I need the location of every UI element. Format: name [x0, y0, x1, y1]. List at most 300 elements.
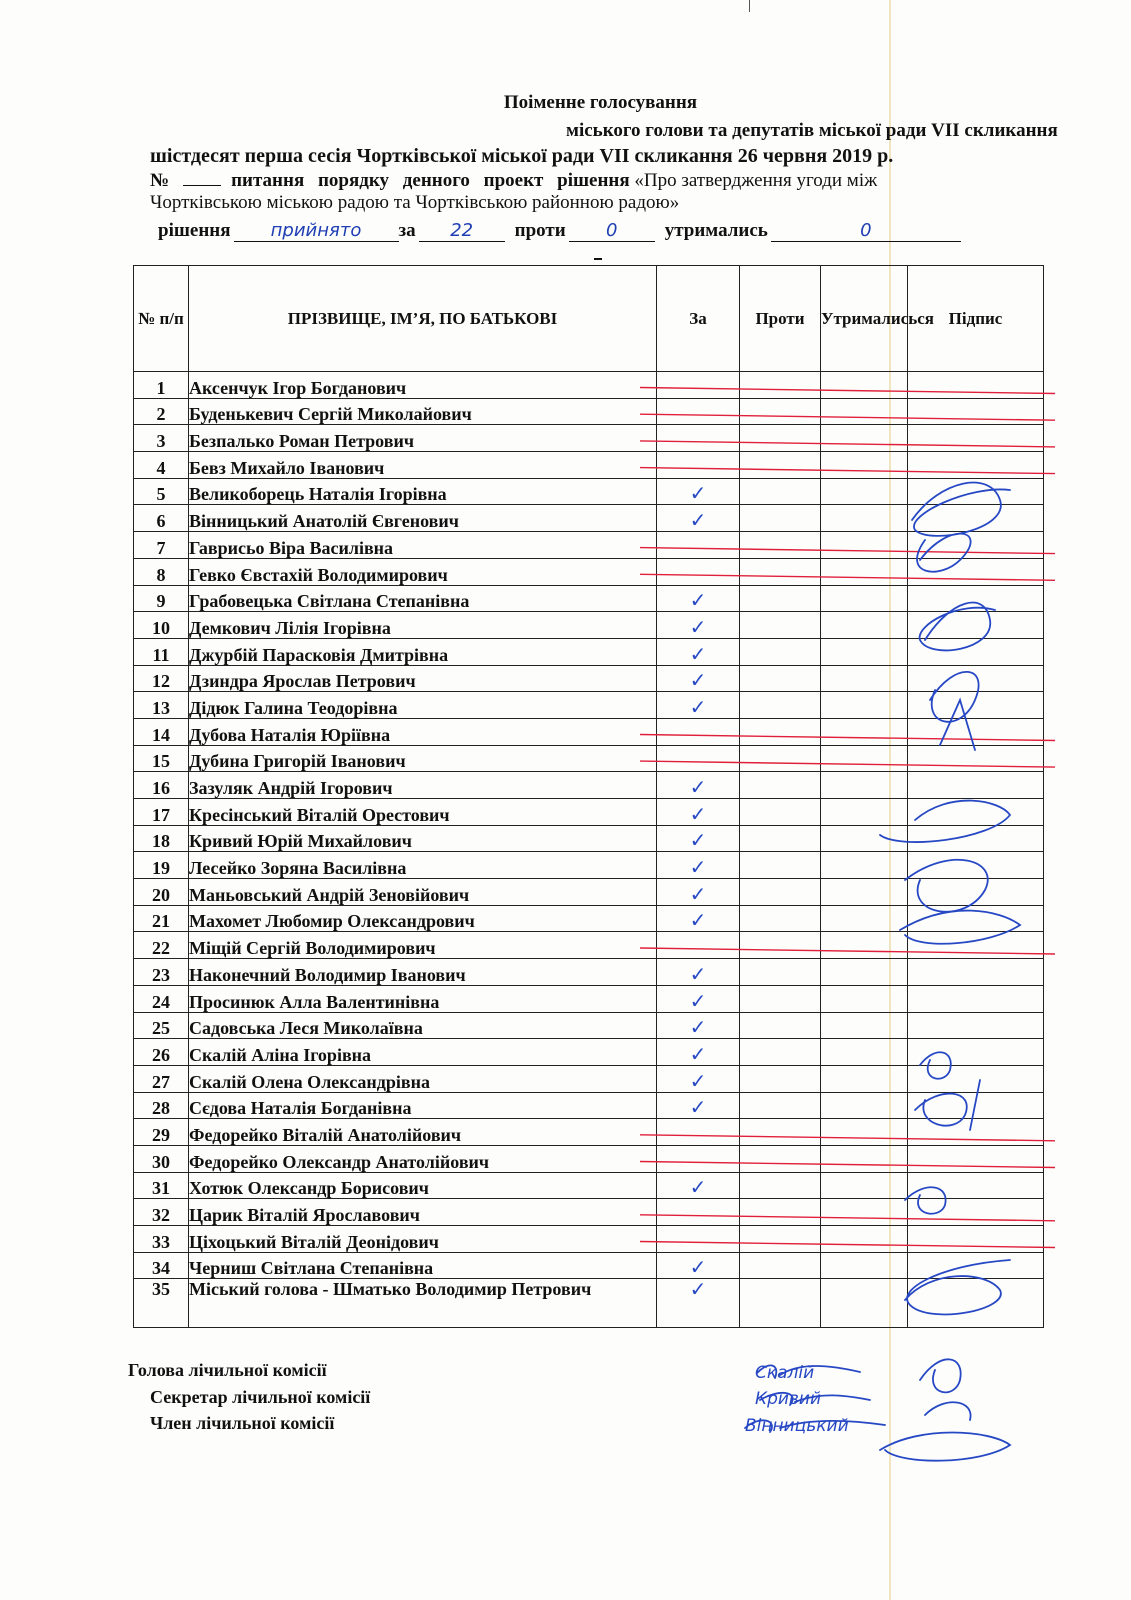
table-row — [134, 478, 1044, 505]
row-vote-for — [657, 612, 740, 639]
row-number: 6 — [134, 505, 189, 532]
row-signature — [908, 1226, 1044, 1253]
row-number: 32 — [134, 1199, 189, 1226]
table-row — [134, 905, 1044, 932]
row-name: Демкович Лілія Ігорівна — [189, 612, 657, 639]
check-mark-icon: ✓ — [689, 828, 707, 853]
row-vote-abstain — [821, 879, 908, 906]
check-mark-icon: ✓ — [689, 908, 707, 933]
check-mark-icon: ✓ — [689, 1015, 707, 1040]
row-name: Федорейко Віталій Анатолійович — [189, 1119, 657, 1146]
row-number: 13 — [134, 692, 189, 719]
row-number: 15 — [134, 745, 189, 772]
row-vote-for — [657, 398, 740, 425]
row-signature — [908, 585, 1044, 612]
row-number: 7 — [134, 532, 189, 559]
header-name: ПРІЗВИЩЕ, ІМ’Я, ПО БАТЬКОВІ — [189, 266, 657, 372]
row-vote-abstain — [821, 905, 908, 932]
row-name: Просинюк Алла Валентинівна — [189, 985, 657, 1012]
table-row — [134, 1119, 1044, 1146]
row-vote-for — [657, 1172, 740, 1199]
row-vote-for — [657, 478, 740, 505]
table-row — [134, 852, 1044, 879]
table-row — [134, 959, 1044, 986]
row-vote-abstain — [821, 772, 908, 799]
check-mark-icon: ✓ — [689, 881, 707, 906]
row-vote-for — [657, 718, 740, 745]
row-signature — [908, 372, 1044, 399]
row-number: 20 — [134, 879, 189, 906]
row-name: Безпалько Роман Петрович — [189, 425, 657, 452]
header-for: За — [657, 266, 740, 372]
against-label: проти — [514, 220, 566, 241]
row-vote-for — [657, 799, 740, 826]
row-signature — [908, 1252, 1044, 1279]
abstain-label: утримались — [664, 220, 768, 241]
row-vote-against — [740, 478, 821, 505]
row-number: 3 — [134, 425, 189, 452]
row-vote-abstain — [821, 478, 908, 505]
row-vote-against — [740, 558, 821, 585]
row-vote-for — [657, 1119, 740, 1146]
row-signature — [908, 799, 1044, 826]
row-name: Садовська Леся Миколаївна — [189, 1012, 657, 1039]
table-row — [134, 505, 1044, 532]
row-number: 16 — [134, 772, 189, 799]
header-num: № п/п — [134, 266, 189, 372]
row-name: Кривий Юрій Михайлович — [189, 825, 657, 852]
check-mark-icon: ✓ — [689, 508, 707, 533]
row-vote-abstain — [821, 1145, 908, 1172]
table-row — [134, 398, 1044, 425]
check-mark-icon: ✓ — [689, 775, 707, 799]
row-vote-abstain — [821, 1119, 908, 1146]
row-vote-against — [740, 718, 821, 745]
row-vote-against — [740, 1279, 821, 1328]
row-signature — [908, 532, 1044, 559]
row-signature — [908, 879, 1044, 906]
agenda-number-blank — [183, 185, 221, 186]
row-vote-for — [657, 745, 740, 772]
row-vote-for — [657, 1065, 740, 1092]
row-name: Міщій Сергій Володимирович — [189, 932, 657, 959]
row-signature — [908, 1092, 1044, 1119]
vote-table — [133, 265, 1044, 1328]
row-number: 22 — [134, 932, 189, 959]
row-vote-for — [657, 558, 740, 585]
table-header-row — [134, 266, 1044, 372]
row-vote-against — [740, 452, 821, 479]
row-number: 29 — [134, 1119, 189, 1146]
row-vote-against — [740, 772, 821, 799]
row-number: 24 — [134, 985, 189, 1012]
row-name: Хотюк Олександр Борисович — [189, 1172, 657, 1199]
table-row — [134, 932, 1044, 959]
table-row — [134, 985, 1044, 1012]
row-signature — [908, 959, 1044, 986]
row-vote-abstain — [821, 799, 908, 826]
row-vote-for — [657, 638, 740, 665]
document-title: Поіменне голосування — [503, 92, 698, 113]
row-vote-for — [657, 852, 740, 879]
row-signature — [908, 558, 1044, 585]
row-name: Ціхоцький Віталій Деонідович — [189, 1226, 657, 1253]
row-signature — [908, 1279, 1044, 1328]
row-signature — [908, 1172, 1044, 1199]
row-number: 33 — [134, 1226, 189, 1253]
check-mark-icon: ✓ — [689, 1041, 707, 1066]
row-name: Гаврисьо Віра Василівна — [189, 532, 657, 559]
row-vote-against — [740, 1012, 821, 1039]
row-name: Гевко Євстахій Володимирович — [189, 558, 657, 585]
row-signature — [908, 718, 1044, 745]
row-number: 10 — [134, 612, 189, 639]
check-mark-icon: ✓ — [689, 481, 707, 506]
row-vote-abstain — [821, 932, 908, 959]
table-row — [134, 745, 1044, 772]
row-signature — [908, 1119, 1044, 1146]
row-signature — [908, 932, 1044, 959]
row-number: 34 — [134, 1252, 189, 1279]
row-vote-abstain — [821, 532, 908, 559]
decision-line — [158, 220, 961, 242]
check-mark-icon: ✓ — [689, 1277, 707, 1302]
row-vote-against — [740, 372, 821, 399]
row-name: Скалій Олена Олександрівна — [189, 1065, 657, 1092]
row-name: Черниш Світлана Степанівна — [189, 1252, 657, 1279]
row-vote-against — [740, 905, 821, 932]
row-vote-abstain — [821, 718, 908, 745]
table-row — [134, 1012, 1044, 1039]
row-name: Грабовецька Світлана Степанівна — [189, 585, 657, 612]
row-vote-abstain — [821, 1092, 908, 1119]
row-vote-against — [740, 985, 821, 1012]
row-name: Дідюк Галина Теодорівна — [189, 692, 657, 719]
row-vote-against — [740, 825, 821, 852]
row-number: 14 — [134, 718, 189, 745]
row-vote-abstain — [821, 985, 908, 1012]
row-vote-for — [657, 532, 740, 559]
check-mark-icon: ✓ — [689, 614, 707, 639]
row-signature — [908, 772, 1044, 799]
table-row — [134, 1226, 1044, 1253]
row-number: 11 — [134, 638, 189, 665]
vote-table-body — [134, 372, 1044, 1328]
row-name: Маньовський Андрій Зеновійович — [189, 879, 657, 906]
row-vote-for — [657, 1279, 740, 1328]
against-value: 0 — [569, 220, 655, 242]
row-vote-for — [657, 1039, 740, 1066]
decision-label: рішення — [158, 220, 231, 241]
row-vote-against — [740, 932, 821, 959]
table-row — [134, 558, 1044, 585]
row-vote-abstain — [821, 505, 908, 532]
row-name: Федорейко Олександр Анатолійович — [189, 1145, 657, 1172]
row-vote-against — [740, 879, 821, 906]
row-vote-against — [740, 745, 821, 772]
row-vote-for — [657, 1199, 740, 1226]
table-row — [134, 1145, 1044, 1172]
session-line: шістдесят перша сесія Чортківської міської ради VII скликання 26 червня 2019 р. — [150, 145, 894, 167]
document-subtitle: міського голови та депутатів міської ради VII скликання — [566, 120, 1058, 141]
row-signature — [908, 1065, 1044, 1092]
header-abstain: Утрималисься — [821, 266, 908, 372]
agenda-line — [150, 170, 1131, 192]
table-row — [134, 772, 1044, 799]
row-vote-against — [740, 505, 821, 532]
row-signature — [908, 1039, 1044, 1066]
table-row — [134, 1172, 1044, 1199]
row-signature — [908, 852, 1044, 879]
row-vote-abstain — [821, 1226, 908, 1253]
row-number: 28 — [134, 1092, 189, 1119]
check-mark-icon: ✓ — [689, 641, 707, 666]
stray-dash — [594, 258, 602, 260]
row-vote-against — [740, 1039, 821, 1066]
row-name: Наконечний Володимир Іванович — [189, 959, 657, 986]
table-row — [134, 1039, 1044, 1066]
row-vote-for — [657, 1252, 740, 1279]
header-against: Проти — [740, 266, 821, 372]
row-number: 23 — [134, 959, 189, 986]
footer-secretary: Секретар лічильної комісії — [150, 1387, 371, 1407]
for-label: за — [398, 220, 416, 241]
row-vote-for — [657, 1092, 740, 1119]
row-vote-against — [740, 638, 821, 665]
row-vote-abstain — [821, 1012, 908, 1039]
row-vote-for — [657, 1012, 740, 1039]
row-name: Дубина Григорій Іванович — [189, 745, 657, 772]
footer-signature-secretary: Кривий — [755, 1389, 822, 1409]
row-vote-abstain — [821, 665, 908, 692]
row-signature — [908, 1199, 1044, 1226]
row-vote-for — [657, 692, 740, 719]
agenda-number-label: № — [150, 170, 170, 191]
signature-scribble — [745, 1365, 885, 1432]
row-number: 30 — [134, 1145, 189, 1172]
row-vote-for — [657, 959, 740, 986]
table-row — [134, 612, 1044, 639]
row-signature — [908, 665, 1044, 692]
row-number: 27 — [134, 1065, 189, 1092]
check-mark-icon: ✓ — [689, 988, 707, 1013]
footer-signature-chair: Скалій — [755, 1363, 815, 1383]
row-number: 8 — [134, 558, 189, 585]
row-name: Кресінський Віталій Орестович — [189, 799, 657, 826]
row-name: Махомет Любомир Олександрович — [189, 905, 657, 932]
check-mark-icon: ✓ — [689, 801, 707, 826]
row-number: 1 — [134, 372, 189, 399]
row-vote-abstain — [821, 959, 908, 986]
table-row — [134, 1199, 1044, 1226]
row-number: 5 — [134, 478, 189, 505]
row-signature — [908, 638, 1044, 665]
row-vote-against — [740, 1065, 821, 1092]
row-vote-against — [740, 612, 821, 639]
row-vote-against — [740, 1199, 821, 1226]
check-mark-icon: ✓ — [689, 855, 707, 880]
row-name: Дзиндра Ярослав Петрович — [189, 665, 657, 692]
row-vote-for — [657, 985, 740, 1012]
row-name: Вінницький Анатолій Євгенович — [189, 505, 657, 532]
row-number: 21 — [134, 905, 189, 932]
table-row — [134, 452, 1044, 479]
row-vote-abstain — [821, 612, 908, 639]
row-signature — [908, 692, 1044, 719]
for-value: 22 — [419, 220, 505, 242]
row-vote-for — [657, 505, 740, 532]
row-number: 26 — [134, 1039, 189, 1066]
row-vote-abstain — [821, 1065, 908, 1092]
row-vote-against — [740, 425, 821, 452]
row-name: Царик Віталій Ярославович — [189, 1199, 657, 1226]
agenda-subject-part2: Чортківською міською радою та Чортківською районною радою» — [150, 192, 680, 213]
table-row — [134, 1252, 1044, 1279]
row-number: 31 — [134, 1172, 189, 1199]
row-name: Джурбій Парасковія Дмитрівна — [189, 638, 657, 665]
row-vote-abstain — [821, 1039, 908, 1066]
row-vote-against — [740, 665, 821, 692]
row-vote-for — [657, 1145, 740, 1172]
row-vote-abstain — [821, 425, 908, 452]
row-signature — [908, 745, 1044, 772]
table-row — [134, 638, 1044, 665]
row-vote-for — [657, 1226, 740, 1253]
row-vote-abstain — [821, 825, 908, 852]
row-vote-for — [657, 772, 740, 799]
check-mark-icon: ✓ — [689, 1068, 707, 1093]
footer-member: Член лічильної комісії — [150, 1413, 335, 1433]
row-name: Сєдова Наталія Богданівна — [189, 1092, 657, 1119]
row-vote-against — [740, 692, 821, 719]
table-row — [134, 718, 1044, 745]
row-number: 12 — [134, 665, 189, 692]
table-row — [134, 665, 1044, 692]
row-signature — [908, 478, 1044, 505]
check-mark-icon: ✓ — [689, 1095, 707, 1120]
row-name: Зазуляк Андрій Ігорович — [189, 772, 657, 799]
row-signature — [908, 825, 1044, 852]
row-vote-for — [657, 905, 740, 932]
row-number: 2 — [134, 398, 189, 425]
table-row — [134, 879, 1044, 906]
row-name: Міський голова - Шматько Володимир Петрович — [189, 1279, 657, 1328]
row-vote-abstain — [821, 1252, 908, 1279]
table-row — [134, 692, 1044, 719]
row-vote-abstain — [821, 452, 908, 479]
row-vote-abstain — [821, 852, 908, 879]
row-number: 25 — [134, 1012, 189, 1039]
table-row — [134, 585, 1044, 612]
check-mark-icon: ✓ — [689, 1255, 707, 1280]
row-vote-for — [657, 425, 740, 452]
row-vote-against — [740, 585, 821, 612]
row-vote-abstain — [821, 398, 908, 425]
row-vote-abstain — [821, 1172, 908, 1199]
row-signature — [908, 985, 1044, 1012]
row-vote-abstain — [821, 638, 908, 665]
row-number: 19 — [134, 852, 189, 879]
row-vote-abstain — [821, 1279, 908, 1328]
row-signature — [908, 612, 1044, 639]
footer-signature-member: Вінницький — [745, 1416, 849, 1436]
check-mark-icon: ✓ — [689, 668, 707, 693]
row-vote-against — [740, 799, 821, 826]
row-vote-against — [740, 959, 821, 986]
table-row — [134, 532, 1044, 559]
decision-result: прийнято — [234, 220, 399, 242]
row-vote-for — [657, 372, 740, 399]
row-vote-against — [740, 1252, 821, 1279]
row-vote-for — [657, 825, 740, 852]
table-row — [134, 799, 1044, 826]
row-signature — [908, 905, 1044, 932]
table-row — [134, 425, 1044, 452]
row-name: Бевз Михайло Іванович — [189, 452, 657, 479]
check-mark-icon: ✓ — [689, 961, 707, 986]
table-row — [134, 372, 1044, 399]
check-mark-icon: ✓ — [689, 694, 707, 719]
row-vote-abstain — [821, 1199, 908, 1226]
row-signature — [908, 398, 1044, 425]
row-name: Буденькевич Сергій Миколайович — [189, 398, 657, 425]
row-number: 17 — [134, 799, 189, 826]
agenda-text: питання порядку денного проект рішення — [231, 170, 630, 191]
scan-mark — [749, 0, 750, 12]
agenda-subject-part1: «Про затвердження угоди між — [634, 170, 878, 191]
row-vote-for — [657, 585, 740, 612]
row-signature — [908, 425, 1044, 452]
row-vote-against — [740, 1092, 821, 1119]
table-row — [134, 825, 1044, 852]
row-name: Дубова Наталія Юріївна — [189, 718, 657, 745]
row-number: 4 — [134, 452, 189, 479]
row-signature — [908, 505, 1044, 532]
abstain-value: 0 — [771, 220, 961, 242]
row-vote-abstain — [821, 585, 908, 612]
row-vote-abstain — [821, 692, 908, 719]
table-row — [134, 1279, 1044, 1328]
row-number: 18 — [134, 825, 189, 852]
check-mark-icon: ✓ — [689, 588, 707, 613]
row-number: 9 — [134, 585, 189, 612]
table-row — [134, 1065, 1044, 1092]
row-vote-for — [657, 665, 740, 692]
row-vote-for — [657, 932, 740, 959]
footer-chair: Голова лічильної комісії — [128, 1360, 327, 1380]
row-vote-against — [740, 1119, 821, 1146]
row-vote-against — [740, 852, 821, 879]
row-signature — [908, 452, 1044, 479]
signature-scribble — [880, 1359, 1010, 1460]
row-vote-for — [657, 452, 740, 479]
row-name: Лесейко Зоряна Василівна — [189, 852, 657, 879]
row-vote-for — [657, 879, 740, 906]
row-vote-against — [740, 398, 821, 425]
row-name: Скалій Аліна Ігорівна — [189, 1039, 657, 1066]
row-vote-against — [740, 1226, 821, 1253]
table-row — [134, 1092, 1044, 1119]
row-signature — [908, 1012, 1044, 1039]
row-vote-against — [740, 1145, 821, 1172]
row-name: Аксенчук Ігор Богданович — [189, 372, 657, 399]
row-vote-abstain — [821, 745, 908, 772]
row-vote-against — [740, 1172, 821, 1199]
check-mark-icon: ✓ — [689, 1175, 707, 1200]
row-vote-abstain — [821, 372, 908, 399]
row-vote-abstain — [821, 558, 908, 585]
row-number: 35 — [134, 1279, 189, 1328]
